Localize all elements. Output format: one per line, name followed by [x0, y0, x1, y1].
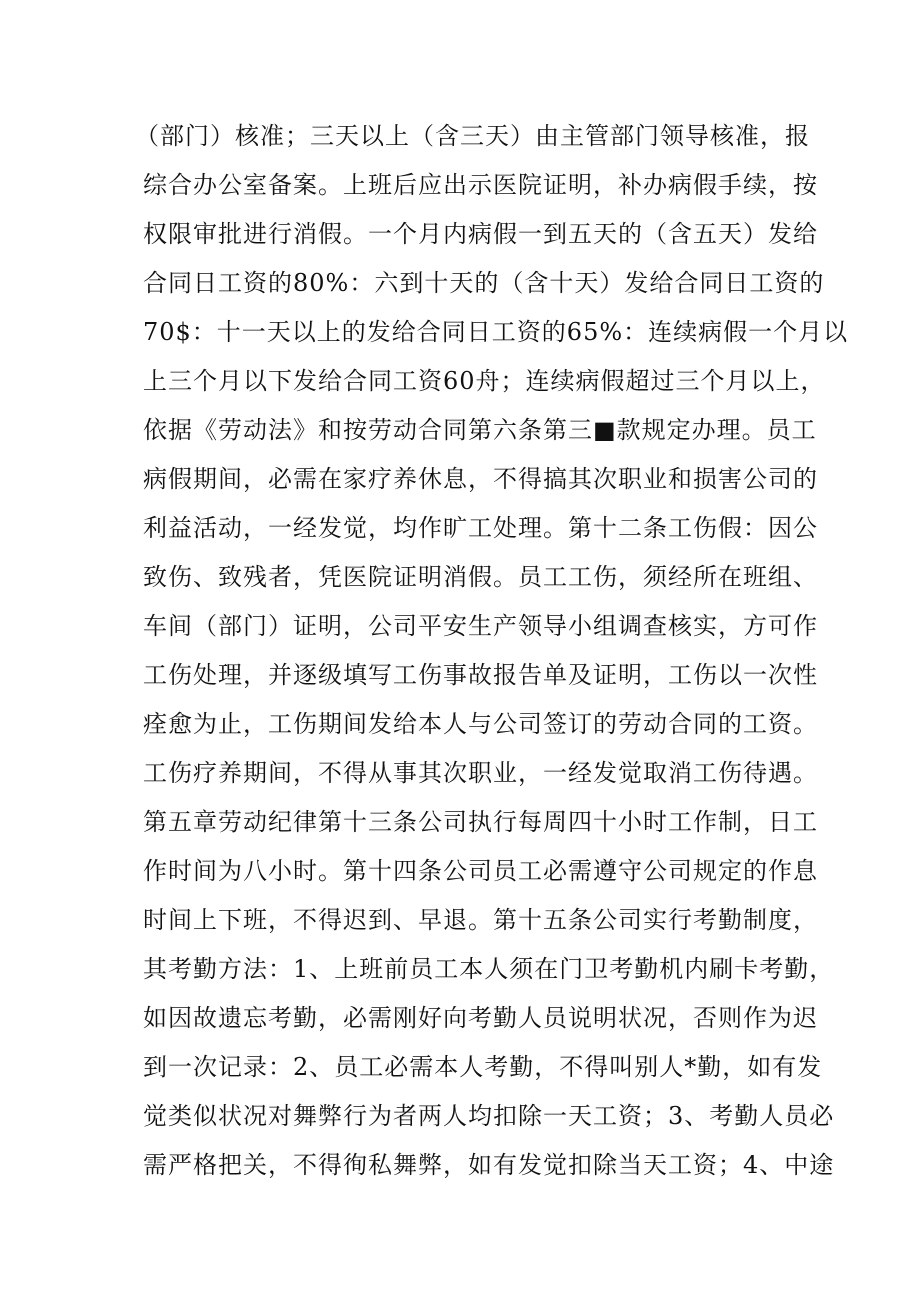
text-line: 综合办公室备案。上班后应出示医院证明，补办病假手续，按 [143, 171, 818, 199]
text-line: 觉类似状况对舞弊行为者两人均扣除一天工资；3、考勤人员必 [143, 1102, 835, 1130]
text-line: 70$：十一天以上的发给合同日工资的65%：连续病假一个月以 [143, 318, 849, 346]
text-line: 致伤、致残者，凭医院证明消假。员工工伤，须经所在班组、 [143, 563, 818, 591]
text-line: 利益活动，一经发觉，均作旷工处理。第十二条工伤假：因公 [143, 514, 818, 542]
text-line: 依据《劳动法》和按劳动合同第六条第三■款规定办理。员工 [143, 416, 817, 444]
text-line: 需严格把关，不得徇私舞弊，如有发觉扣除当天工资；4、中途 [143, 1151, 835, 1179]
text-line: 第五章劳动纪律第十三条公司执行每周四十小时工作制，日工 [143, 808, 818, 836]
text-line: 工伤疗养期间，不得从事其次职业，一经发觉取消工伤待遇。 [143, 759, 818, 787]
text-line: 上三个月以下发给合同工资60舟；连续病假超过三个月以上， [143, 367, 826, 395]
text-line: 痊愈为止，工伤期间发给本人与公司签订的劳动合同的工资。 [143, 710, 818, 738]
text-line: 其考勤方法：1、上班前员工本人须在门卫考勤机内刷卡考勤， [143, 955, 835, 983]
text-line: 如因故遗忘考勤，必需刚好向考勤人员说明状况，否则作为迟 [143, 1004, 818, 1032]
text-line: 工伤处理，并逐级填写工伤事故报告单及证明，工伤以一次性 [143, 661, 818, 689]
text-line: 车间（部门）证明，公司平安生产领导小组调查核实，方可作 [143, 612, 818, 640]
text-line: 权限审批进行消假。一个月内病假一到五天的（含五天）发给 [143, 220, 818, 248]
text-line: 时间上下班，不得迟到、早退。第十五条公司实行考勤制度， [143, 906, 818, 934]
text-line: （部门）核准；三天以上（含三天）由主管部门领导核准，报 [135, 122, 810, 150]
text-line: 作时间为八小时。第十四条公司员工必需遵守公司规定的作息 [143, 857, 818, 885]
body-text [135, 112, 849, 1190]
text-line: 到一次记录：2、员工必需本人考勤，不得叫别人*勤，如有发 [143, 1053, 823, 1081]
text-line: 合同日工资的80%：六到十天的（含十天）发给合同日工资的 [143, 269, 825, 297]
text-line: 病假期间，必需在家疗养休息，不得搞其次职业和损害公司的 [143, 465, 818, 493]
